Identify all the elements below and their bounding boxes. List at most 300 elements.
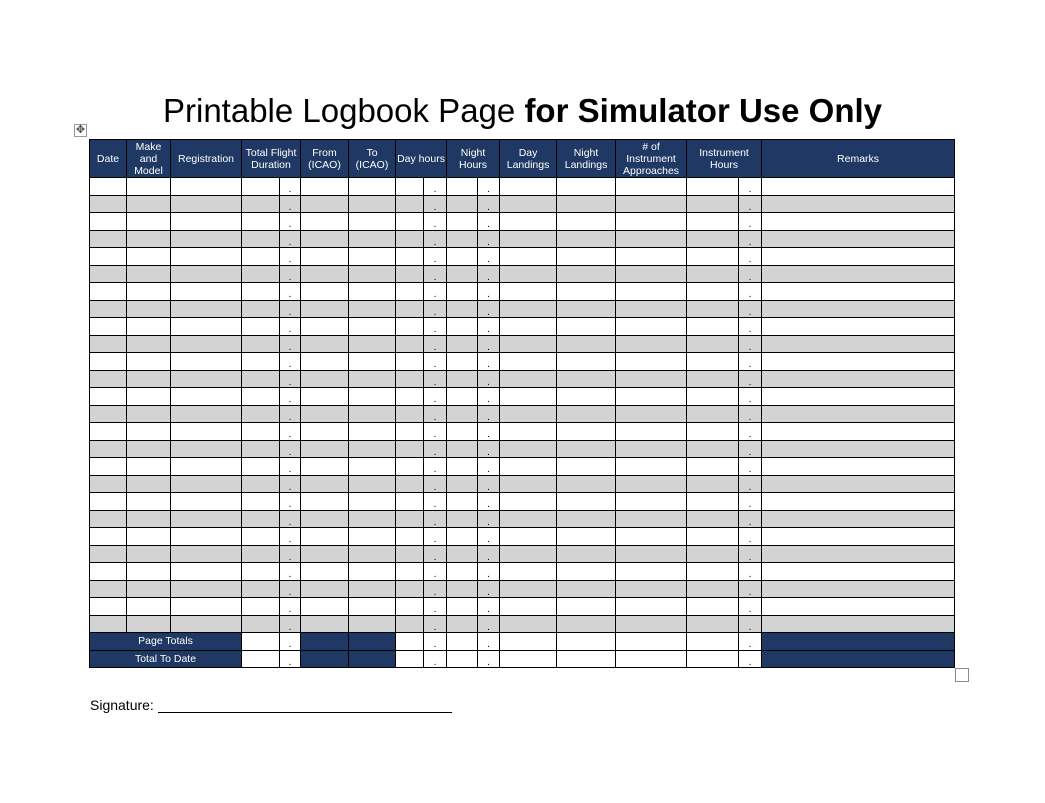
night-hours-decimal-cell[interactable] — [478, 195, 500, 213]
from-cell[interactable] — [301, 458, 349, 476]
night-hours-decimal-cell[interactable] — [478, 370, 500, 388]
duration-whole-cell[interactable] — [242, 335, 280, 353]
approaches-cell[interactable] — [616, 545, 687, 563]
registration-cell[interactable] — [171, 615, 242, 633]
night-landings-cell[interactable] — [557, 405, 616, 423]
from-cell[interactable] — [301, 405, 349, 423]
day-landings-cell[interactable] — [500, 475, 557, 493]
remarks-cell[interactable] — [762, 405, 955, 423]
night-hours-decimal-cell[interactable] — [478, 580, 500, 598]
duration-whole-cell[interactable] — [242, 563, 280, 581]
make-model-cell[interactable] — [127, 230, 171, 248]
approaches-cell[interactable] — [616, 318, 687, 336]
duration-decimal-cell[interactable] — [280, 528, 301, 546]
duration-decimal-cell[interactable] — [280, 598, 301, 616]
day-landings-cell[interactable] — [500, 423, 557, 441]
date-cell[interactable] — [90, 213, 127, 231]
registration-cell[interactable] — [171, 545, 242, 563]
duration-whole-cell[interactable] — [242, 388, 280, 406]
from-cell[interactable] — [301, 230, 349, 248]
approaches-cell[interactable] — [616, 458, 687, 476]
registration-cell[interactable] — [171, 283, 242, 301]
duration-whole-cell[interactable] — [242, 370, 280, 388]
approaches-cell[interactable] — [616, 283, 687, 301]
night-landings-cell[interactable] — [557, 580, 616, 598]
day-landings-cell[interactable] — [500, 440, 557, 458]
date-cell[interactable] — [90, 318, 127, 336]
total-to-date-day-landings[interactable] — [500, 650, 557, 668]
to-cell[interactable] — [349, 178, 396, 196]
to-cell[interactable] — [349, 230, 396, 248]
date-cell[interactable] — [90, 545, 127, 563]
day-landings-cell[interactable] — [500, 230, 557, 248]
instrument-hours-decimal-cell[interactable] — [739, 178, 762, 196]
day-landings-cell[interactable] — [500, 598, 557, 616]
make-model-cell[interactable] — [127, 493, 171, 511]
instrument-hours-whole-cell[interactable] — [687, 598, 739, 616]
day-hours-decimal-cell[interactable] — [424, 335, 447, 353]
from-cell[interactable] — [301, 615, 349, 633]
night-hours-decimal-cell[interactable] — [478, 318, 500, 336]
night-landings-cell[interactable] — [557, 475, 616, 493]
approaches-cell[interactable] — [616, 510, 687, 528]
duration-decimal-cell[interactable] — [280, 545, 301, 563]
duration-decimal-cell[interactable] — [280, 300, 301, 318]
day-landings-cell[interactable] — [500, 580, 557, 598]
instrument-hours-whole-cell[interactable] — [687, 528, 739, 546]
date-cell[interactable] — [90, 265, 127, 283]
night-hours-decimal-cell[interactable] — [478, 265, 500, 283]
duration-whole-cell[interactable] — [242, 248, 280, 266]
registration-cell[interactable] — [171, 423, 242, 441]
day-landings-cell[interactable] — [500, 353, 557, 371]
day-hours-decimal-cell[interactable] — [424, 510, 447, 528]
day-hours-whole-cell[interactable] — [396, 265, 424, 283]
day-landings-cell[interactable] — [500, 528, 557, 546]
instrument-hours-decimal-cell[interactable] — [739, 318, 762, 336]
duration-decimal-cell[interactable] — [280, 248, 301, 266]
registration-cell[interactable] — [171, 440, 242, 458]
date-cell[interactable] — [90, 458, 127, 476]
night-hours-whole-cell[interactable] — [447, 300, 478, 318]
night-hours-decimal-cell[interactable] — [478, 528, 500, 546]
approaches-cell[interactable] — [616, 598, 687, 616]
make-model-cell[interactable] — [127, 335, 171, 353]
duration-decimal-cell[interactable] — [280, 195, 301, 213]
registration-cell[interactable] — [171, 580, 242, 598]
make-model-cell[interactable] — [127, 213, 171, 231]
remarks-cell[interactable] — [762, 283, 955, 301]
day-hours-whole-cell[interactable] — [396, 353, 424, 371]
duration-decimal-cell[interactable] — [280, 265, 301, 283]
night-hours-whole-cell[interactable] — [447, 178, 478, 196]
day-hours-decimal-cell[interactable] — [424, 230, 447, 248]
instrument-hours-whole-cell[interactable] — [687, 300, 739, 318]
registration-cell[interactable] — [171, 388, 242, 406]
day-landings-cell[interactable] — [500, 563, 557, 581]
day-landings-cell[interactable] — [500, 370, 557, 388]
total-to-date-day-whole[interactable] — [396, 650, 424, 668]
to-cell[interactable] — [349, 598, 396, 616]
duration-whole-cell[interactable] — [242, 615, 280, 633]
night-hours-whole-cell[interactable] — [447, 370, 478, 388]
day-hours-decimal-cell[interactable] — [424, 283, 447, 301]
total-to-date-night-decimal[interactable] — [478, 650, 500, 668]
remarks-cell[interactable] — [762, 195, 955, 213]
night-landings-cell[interactable] — [557, 510, 616, 528]
total-to-date-night-landings[interactable] — [557, 650, 616, 668]
total-to-date-instrument-whole[interactable] — [687, 650, 739, 668]
approaches-cell[interactable] — [616, 405, 687, 423]
to-cell[interactable] — [349, 545, 396, 563]
total-to-date-duration-decimal[interactable] — [280, 650, 301, 668]
night-hours-whole-cell[interactable] — [447, 213, 478, 231]
day-landings-cell[interactable] — [500, 283, 557, 301]
instrument-hours-decimal-cell[interactable] — [739, 405, 762, 423]
day-landings-cell[interactable] — [500, 388, 557, 406]
from-cell[interactable] — [301, 265, 349, 283]
to-cell[interactable] — [349, 493, 396, 511]
instrument-hours-decimal-cell[interactable] — [739, 510, 762, 528]
night-hours-decimal-cell[interactable] — [478, 213, 500, 231]
day-hours-decimal-cell[interactable] — [424, 178, 447, 196]
day-landings-cell[interactable] — [500, 405, 557, 423]
day-landings-cell[interactable] — [500, 248, 557, 266]
total-to-date-instrument-decimal[interactable] — [739, 650, 762, 668]
approaches-cell[interactable] — [616, 230, 687, 248]
day-hours-decimal-cell[interactable] — [424, 598, 447, 616]
remarks-cell[interactable] — [762, 423, 955, 441]
day-hours-whole-cell[interactable] — [396, 178, 424, 196]
instrument-hours-whole-cell[interactable] — [687, 265, 739, 283]
instrument-hours-whole-cell[interactable] — [687, 230, 739, 248]
day-hours-decimal-cell[interactable] — [424, 318, 447, 336]
make-model-cell[interactable] — [127, 265, 171, 283]
page-totals-approaches[interactable] — [616, 633, 687, 651]
duration-whole-cell[interactable] — [242, 528, 280, 546]
approaches-cell[interactable] — [616, 213, 687, 231]
night-hours-whole-cell[interactable] — [447, 598, 478, 616]
duration-decimal-cell[interactable] — [280, 615, 301, 633]
day-hours-whole-cell[interactable] — [396, 230, 424, 248]
registration-cell[interactable] — [171, 265, 242, 283]
make-model-cell[interactable] — [127, 178, 171, 196]
instrument-hours-decimal-cell[interactable] — [739, 213, 762, 231]
approaches-cell[interactable] — [616, 580, 687, 598]
day-hours-decimal-cell[interactable] — [424, 265, 447, 283]
approaches-cell[interactable] — [616, 353, 687, 371]
day-landings-cell[interactable] — [500, 178, 557, 196]
duration-whole-cell[interactable] — [242, 440, 280, 458]
date-cell[interactable] — [90, 300, 127, 318]
night-hours-decimal-cell[interactable] — [478, 300, 500, 318]
from-cell[interactable] — [301, 370, 349, 388]
night-hours-decimal-cell[interactable] — [478, 353, 500, 371]
make-model-cell[interactable] — [127, 563, 171, 581]
duration-decimal-cell[interactable] — [280, 283, 301, 301]
day-hours-decimal-cell[interactable] — [424, 440, 447, 458]
night-hours-whole-cell[interactable] — [447, 265, 478, 283]
approaches-cell[interactable] — [616, 370, 687, 388]
make-model-cell[interactable] — [127, 195, 171, 213]
instrument-hours-decimal-cell[interactable] — [739, 440, 762, 458]
instrument-hours-decimal-cell[interactable] — [739, 545, 762, 563]
night-landings-cell[interactable] — [557, 563, 616, 581]
day-hours-decimal-cell[interactable] — [424, 528, 447, 546]
day-hours-whole-cell[interactable] — [396, 248, 424, 266]
from-cell[interactable] — [301, 598, 349, 616]
day-hours-decimal-cell[interactable] — [424, 615, 447, 633]
instrument-hours-decimal-cell[interactable] — [739, 248, 762, 266]
day-landings-cell[interactable] — [500, 615, 557, 633]
instrument-hours-decimal-cell[interactable] — [739, 615, 762, 633]
remarks-cell[interactable] — [762, 458, 955, 476]
day-landings-cell[interactable] — [500, 458, 557, 476]
day-landings-cell[interactable] — [500, 195, 557, 213]
date-cell[interactable] — [90, 370, 127, 388]
night-hours-whole-cell[interactable] — [447, 353, 478, 371]
duration-whole-cell[interactable] — [242, 475, 280, 493]
night-hours-decimal-cell[interactable] — [478, 475, 500, 493]
make-model-cell[interactable] — [127, 353, 171, 371]
from-cell[interactable] — [301, 440, 349, 458]
night-landings-cell[interactable] — [557, 458, 616, 476]
night-landings-cell[interactable] — [557, 283, 616, 301]
day-hours-whole-cell[interactable] — [396, 300, 424, 318]
registration-cell[interactable] — [171, 353, 242, 371]
day-hours-decimal-cell[interactable] — [424, 300, 447, 318]
duration-whole-cell[interactable] — [242, 545, 280, 563]
instrument-hours-whole-cell[interactable] — [687, 318, 739, 336]
date-cell[interactable] — [90, 388, 127, 406]
duration-decimal-cell[interactable] — [280, 580, 301, 598]
page-totals-day-whole[interactable] — [396, 633, 424, 651]
night-landings-cell[interactable] — [557, 248, 616, 266]
remarks-cell[interactable] — [762, 545, 955, 563]
day-hours-decimal-cell[interactable] — [424, 475, 447, 493]
remarks-cell[interactable] — [762, 248, 955, 266]
from-cell[interactable] — [301, 353, 349, 371]
registration-cell[interactable] — [171, 370, 242, 388]
night-landings-cell[interactable] — [557, 388, 616, 406]
duration-whole-cell[interactable] — [242, 213, 280, 231]
registration-cell[interactable] — [171, 213, 242, 231]
to-cell[interactable] — [349, 528, 396, 546]
night-hours-decimal-cell[interactable] — [478, 248, 500, 266]
total-to-date-approaches[interactable] — [616, 650, 687, 668]
night-hours-whole-cell[interactable] — [447, 528, 478, 546]
move-arrows-icon[interactable]: ✥ — [75, 124, 86, 136]
day-hours-whole-cell[interactable] — [396, 510, 424, 528]
remarks-cell[interactable] — [762, 528, 955, 546]
day-hours-decimal-cell[interactable] — [424, 493, 447, 511]
to-cell[interactable] — [349, 248, 396, 266]
instrument-hours-whole-cell[interactable] — [687, 423, 739, 441]
day-hours-whole-cell[interactable] — [396, 545, 424, 563]
make-model-cell[interactable] — [127, 423, 171, 441]
instrument-hours-whole-cell[interactable] — [687, 563, 739, 581]
instrument-hours-decimal-cell[interactable] — [739, 283, 762, 301]
night-landings-cell[interactable] — [557, 300, 616, 318]
from-cell[interactable] — [301, 580, 349, 598]
day-hours-decimal-cell[interactable] — [424, 388, 447, 406]
duration-whole-cell[interactable] — [242, 598, 280, 616]
approaches-cell[interactable] — [616, 475, 687, 493]
night-landings-cell[interactable] — [557, 545, 616, 563]
instrument-hours-whole-cell[interactable] — [687, 493, 739, 511]
make-model-cell[interactable] — [127, 545, 171, 563]
instrument-hours-decimal-cell[interactable] — [739, 598, 762, 616]
approaches-cell[interactable] — [616, 178, 687, 196]
page-totals-instrument-decimal[interactable] — [739, 633, 762, 651]
to-cell[interactable] — [349, 475, 396, 493]
registration-cell[interactable] — [171, 230, 242, 248]
duration-decimal-cell[interactable] — [280, 388, 301, 406]
make-model-cell[interactable] — [127, 440, 171, 458]
to-cell[interactable] — [349, 195, 396, 213]
day-hours-whole-cell[interactable] — [396, 388, 424, 406]
date-cell[interactable] — [90, 598, 127, 616]
from-cell[interactable] — [301, 248, 349, 266]
night-landings-cell[interactable] — [557, 265, 616, 283]
instrument-hours-decimal-cell[interactable] — [739, 353, 762, 371]
day-hours-whole-cell[interactable] — [396, 580, 424, 598]
night-hours-whole-cell[interactable] — [447, 335, 478, 353]
night-hours-decimal-cell[interactable] — [478, 405, 500, 423]
instrument-hours-whole-cell[interactable] — [687, 213, 739, 231]
night-hours-decimal-cell[interactable] — [478, 230, 500, 248]
instrument-hours-decimal-cell[interactable] — [739, 475, 762, 493]
to-cell[interactable] — [349, 510, 396, 528]
approaches-cell[interactable] — [616, 615, 687, 633]
date-cell[interactable] — [90, 353, 127, 371]
night-landings-cell[interactable] — [557, 440, 616, 458]
make-model-cell[interactable] — [127, 615, 171, 633]
make-model-cell[interactable] — [127, 598, 171, 616]
registration-cell[interactable] — [171, 300, 242, 318]
duration-decimal-cell[interactable] — [280, 335, 301, 353]
duration-whole-cell[interactable] — [242, 458, 280, 476]
day-hours-whole-cell[interactable] — [396, 335, 424, 353]
registration-cell[interactable] — [171, 335, 242, 353]
date-cell[interactable] — [90, 230, 127, 248]
registration-cell[interactable] — [171, 510, 242, 528]
day-hours-decimal-cell[interactable] — [424, 213, 447, 231]
date-cell[interactable] — [90, 248, 127, 266]
page-totals-day-landings[interactable] — [500, 633, 557, 651]
instrument-hours-decimal-cell[interactable] — [739, 458, 762, 476]
to-cell[interactable] — [349, 283, 396, 301]
instrument-hours-decimal-cell[interactable] — [739, 493, 762, 511]
instrument-hours-whole-cell[interactable] — [687, 405, 739, 423]
instrument-hours-decimal-cell[interactable] — [739, 335, 762, 353]
approaches-cell[interactable] — [616, 388, 687, 406]
duration-decimal-cell[interactable] — [280, 353, 301, 371]
night-landings-cell[interactable] — [557, 598, 616, 616]
remarks-cell[interactable] — [762, 178, 955, 196]
day-landings-cell[interactable] — [500, 335, 557, 353]
remarks-cell[interactable] — [762, 510, 955, 528]
night-landings-cell[interactable] — [557, 615, 616, 633]
from-cell[interactable] — [301, 423, 349, 441]
to-cell[interactable] — [349, 388, 396, 406]
remarks-cell[interactable] — [762, 213, 955, 231]
day-landings-cell[interactable] — [500, 213, 557, 231]
night-hours-decimal-cell[interactable] — [478, 458, 500, 476]
approaches-cell[interactable] — [616, 265, 687, 283]
instrument-hours-decimal-cell[interactable] — [739, 265, 762, 283]
make-model-cell[interactable] — [127, 318, 171, 336]
date-cell[interactable] — [90, 528, 127, 546]
night-landings-cell[interactable] — [557, 528, 616, 546]
remarks-cell[interactable] — [762, 493, 955, 511]
instrument-hours-whole-cell[interactable] — [687, 475, 739, 493]
remarks-cell[interactable] — [762, 388, 955, 406]
night-hours-decimal-cell[interactable] — [478, 598, 500, 616]
total-to-date-night-whole[interactable] — [447, 650, 478, 668]
make-model-cell[interactable] — [127, 248, 171, 266]
night-landings-cell[interactable] — [557, 423, 616, 441]
night-hours-whole-cell[interactable] — [447, 493, 478, 511]
registration-cell[interactable] — [171, 528, 242, 546]
instrument-hours-decimal-cell[interactable] — [739, 300, 762, 318]
page-totals-instrument-whole[interactable] — [687, 633, 739, 651]
remarks-cell[interactable] — [762, 335, 955, 353]
instrument-hours-whole-cell[interactable] — [687, 615, 739, 633]
night-landings-cell[interactable] — [557, 493, 616, 511]
night-landings-cell[interactable] — [557, 195, 616, 213]
night-hours-whole-cell[interactable] — [447, 510, 478, 528]
instrument-hours-decimal-cell[interactable] — [739, 580, 762, 598]
night-hours-decimal-cell[interactable] — [478, 563, 500, 581]
duration-whole-cell[interactable] — [242, 178, 280, 196]
night-hours-whole-cell[interactable] — [447, 545, 478, 563]
night-hours-whole-cell[interactable] — [447, 563, 478, 581]
day-hours-decimal-cell[interactable] — [424, 195, 447, 213]
make-model-cell[interactable] — [127, 300, 171, 318]
night-hours-whole-cell[interactable] — [447, 230, 478, 248]
duration-decimal-cell[interactable] — [280, 423, 301, 441]
instrument-hours-decimal-cell[interactable] — [739, 195, 762, 213]
night-landings-cell[interactable] — [557, 318, 616, 336]
from-cell[interactable] — [301, 195, 349, 213]
duration-whole-cell[interactable] — [242, 405, 280, 423]
date-cell[interactable] — [90, 283, 127, 301]
to-cell[interactable] — [349, 300, 396, 318]
total-to-date-duration-whole[interactable] — [242, 650, 280, 668]
day-hours-whole-cell[interactable] — [396, 213, 424, 231]
night-hours-whole-cell[interactable] — [447, 475, 478, 493]
night-hours-whole-cell[interactable] — [447, 458, 478, 476]
duration-decimal-cell[interactable] — [280, 493, 301, 511]
total-to-date-day-decimal[interactable] — [424, 650, 447, 668]
day-hours-whole-cell[interactable] — [396, 598, 424, 616]
approaches-cell[interactable] — [616, 528, 687, 546]
duration-decimal-cell[interactable] — [280, 563, 301, 581]
day-hours-whole-cell[interactable] — [396, 458, 424, 476]
night-hours-whole-cell[interactable] — [447, 388, 478, 406]
from-cell[interactable] — [301, 283, 349, 301]
to-cell[interactable] — [349, 265, 396, 283]
remarks-cell[interactable] — [762, 353, 955, 371]
duration-decimal-cell[interactable] — [280, 458, 301, 476]
to-cell[interactable] — [349, 335, 396, 353]
day-hours-decimal-cell[interactable] — [424, 423, 447, 441]
approaches-cell[interactable] — [616, 248, 687, 266]
duration-whole-cell[interactable] — [242, 353, 280, 371]
day-hours-whole-cell[interactable] — [396, 370, 424, 388]
date-cell[interactable] — [90, 493, 127, 511]
